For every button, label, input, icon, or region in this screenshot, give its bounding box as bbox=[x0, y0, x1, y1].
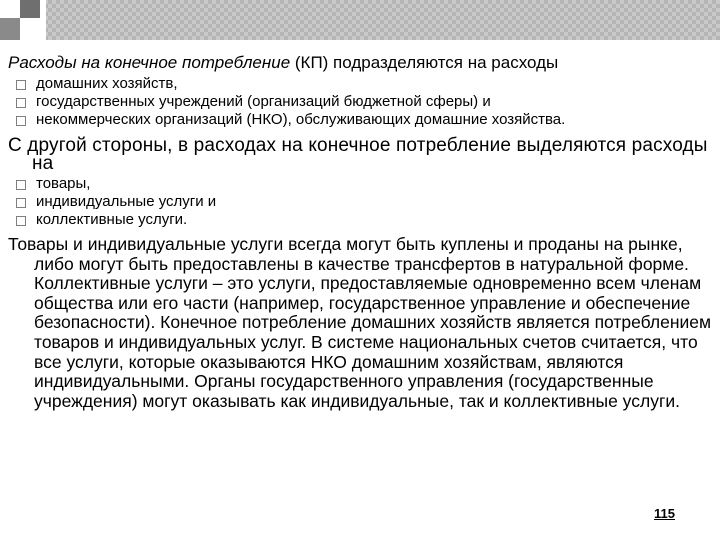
list-item-text: домашних хозяйств, bbox=[36, 75, 178, 92]
intro-paragraph bbox=[8, 52, 716, 73]
header-divider bbox=[0, 40, 720, 42]
page-number: 115 bbox=[654, 506, 675, 521]
checkbox-bullet-icon bbox=[16, 180, 26, 190]
list-item-text: товары, bbox=[36, 175, 91, 192]
checkbox-bullet-icon bbox=[16, 216, 26, 226]
main-paragraph: Товары и индивидуальные услуги всегда могут быть куплены и проданы на рынке, либо могут быть предоставлены в качестве трансфертов в натуральной форме. Коллективные услуги – это услуги, предоставляемые одновременно всем членам общества или его части (например, государственное управление и обеспечение безопасности). Конечное потребление домашних хозяйств является потреблением товаров и индивидуальных услуг. В системе национальных счетов считается, что все услуги, которые оказываются НКО домашним хозяйствам, являются индивидуальными. Органы государственного управления (государственные учреждения) могут оказывать как индивидуальные, так и коллективные услуги. bbox=[8, 234, 712, 411]
consumption-sector-list bbox=[8, 75, 716, 129]
list-item-text: государственных учреждений (организаций бюджетной сферы) и bbox=[36, 93, 491, 110]
decorative-squares-header bbox=[0, 0, 720, 42]
checkbox-bullet-icon bbox=[16, 98, 26, 108]
list-item bbox=[16, 93, 716, 111]
intro-italic-term: Расходы на конечное потребление bbox=[8, 53, 291, 72]
consumption-type-list bbox=[8, 175, 716, 229]
list-item bbox=[16, 211, 716, 229]
list-item-text: индивидуальные услуги и bbox=[36, 193, 217, 210]
list-item-text: некоммерческих организаций (НКО), обслуживающих домашние хозяйства. bbox=[36, 111, 566, 128]
checkbox-bullet-icon bbox=[16, 80, 26, 90]
slide-body bbox=[8, 52, 716, 411]
list-item bbox=[16, 75, 716, 93]
list-item bbox=[16, 193, 716, 211]
list-item bbox=[16, 111, 716, 129]
checkbox-bullet-icon bbox=[16, 198, 26, 208]
list-item-text: коллективные услуги. bbox=[36, 211, 188, 228]
list-item bbox=[16, 175, 716, 193]
intro-rest: (КП) подразделяются на расходы bbox=[290, 53, 559, 72]
checkbox-bullet-icon bbox=[16, 116, 26, 126]
second-paragraph: С другой стороны, в расходах на конечное потребление выделяются расходы на bbox=[8, 135, 708, 174]
